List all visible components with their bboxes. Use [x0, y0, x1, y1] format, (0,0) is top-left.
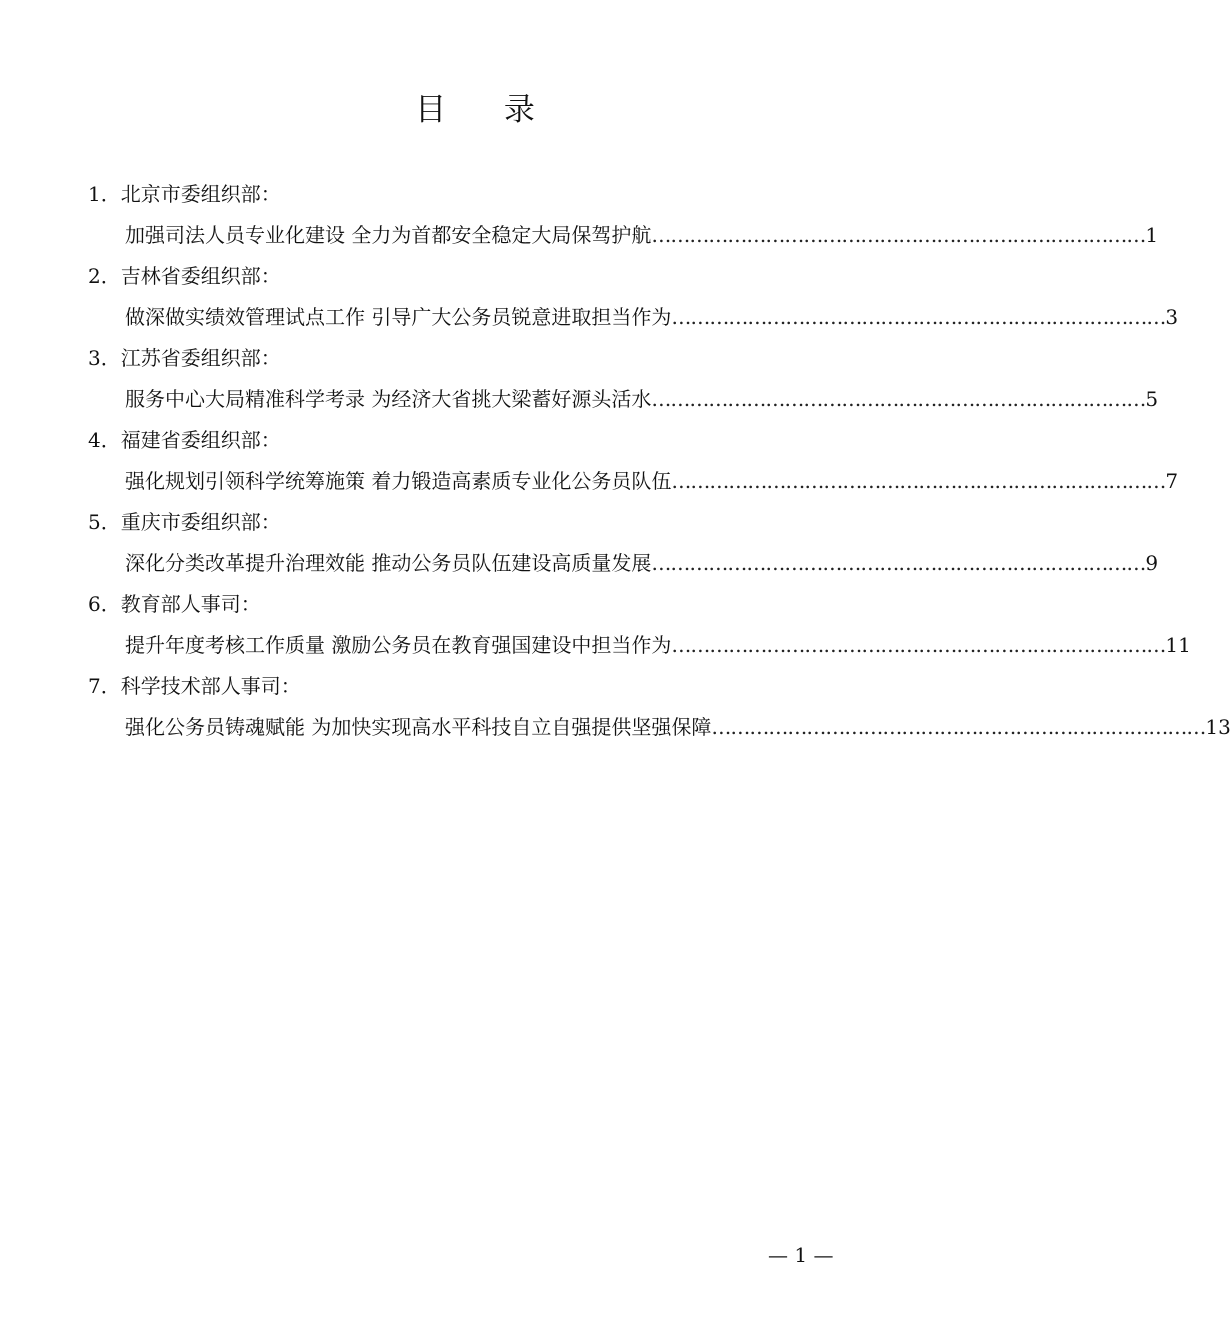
article-title: 强化公务员铸魂赋能 为加快实现高水平科技自立自强提供坚强保障: [125, 715, 712, 739]
dot-leader: ……………………………………………………………………: [671, 633, 1166, 657]
dot-leader: ……………………………………………………………………: [651, 387, 1146, 411]
page-reference: 9: [1145, 551, 1159, 575]
organization-name: 重庆市委组织部：: [120, 510, 281, 534]
toc-entry-link[interactable]: [88, 463, 1179, 504]
entry-number: 5．: [88, 510, 121, 534]
page-reference: 11: [1165, 633, 1191, 657]
dot-leader: ……………………………………………………………………: [651, 223, 1146, 247]
article-title: 做深做实绩效管理试点工作 引导广大公务员锐意进取担当作为: [125, 305, 672, 329]
organization-name: 吉林省委组织部：: [120, 264, 281, 288]
toc-entry-7: [88, 668, 1231, 750]
article-title: 强化规划引领科学统筹施策 着力锻造高素质专业化公务员队伍: [125, 469, 672, 493]
toc-entry-heading: [88, 504, 860, 545]
entry-number: 7．: [88, 674, 121, 698]
article-title: 深化分类改革提升治理效能 推动公务员队伍建设高质量发展: [125, 551, 652, 575]
page-title: 目 录: [415, 92, 559, 128]
entry-number: 6．: [88, 592, 121, 616]
page-reference: 1: [1145, 223, 1159, 247]
page-reference: 5: [1145, 387, 1159, 411]
toc-entry-heading: [88, 258, 860, 299]
article-title: 加强司法人员专业化建设 全力为首都安全稳定大局保驾护航: [125, 223, 652, 247]
toc-entry-link[interactable]: [88, 381, 1159, 422]
article-title: 服务中心大局精准科学考录 为经济大省挑大梁蓄好源头活水: [125, 387, 652, 411]
page-reference: 3: [1165, 305, 1179, 329]
toc-entry-5: [88, 504, 1159, 586]
toc-entry-link[interactable]: [88, 217, 1159, 258]
toc-entry-heading: [88, 176, 860, 217]
toc-entry-2: [88, 258, 1179, 340]
toc-entry-link[interactable]: [88, 545, 1159, 586]
dot-leader: ……………………………………………………………………: [671, 469, 1166, 493]
entry-number: 2．: [88, 264, 121, 288]
toc-entry-link[interactable]: [88, 709, 1231, 750]
entry-number: 1．: [88, 182, 121, 206]
entry-number: 3．: [88, 346, 121, 370]
toc-entry-link[interactable]: [88, 299, 1179, 340]
toc-entry-3: [88, 340, 1159, 422]
organization-name: 教育部人事司：: [120, 592, 261, 616]
entry-number: 4．: [88, 428, 121, 452]
dot-leader: ……………………………………………………………………: [671, 305, 1166, 329]
toc-entry-heading: [88, 340, 860, 381]
organization-name: 江苏省委组织部：: [120, 346, 281, 370]
toc-entry-1: [88, 176, 1159, 258]
organization-name: 福建省委组织部：: [120, 428, 281, 452]
page-reference: 13: [1205, 715, 1231, 739]
organization-name: 科学技术部人事司：: [120, 674, 301, 698]
page-reference: 7: [1165, 469, 1179, 493]
article-title: 提升年度考核工作质量 激励公务员在教育强国建设中担当作为: [125, 633, 672, 657]
table-of-contents: [88, 176, 1231, 750]
toc-entry-4: [88, 422, 1179, 504]
dot-leader: ……………………………………………………………………: [711, 715, 1206, 739]
dot-leader: ……………………………………………………………………: [651, 551, 1146, 575]
toc-entry-link[interactable]: [88, 627, 1191, 668]
organization-name: 北京市委组织部：: [120, 182, 281, 206]
toc-entry-heading: [88, 668, 860, 709]
toc-entry-6: [88, 586, 1191, 668]
toc-entry-heading: [88, 586, 860, 627]
page-number: — 1 —: [768, 1243, 834, 1267]
toc-entry-heading: [88, 422, 860, 463]
